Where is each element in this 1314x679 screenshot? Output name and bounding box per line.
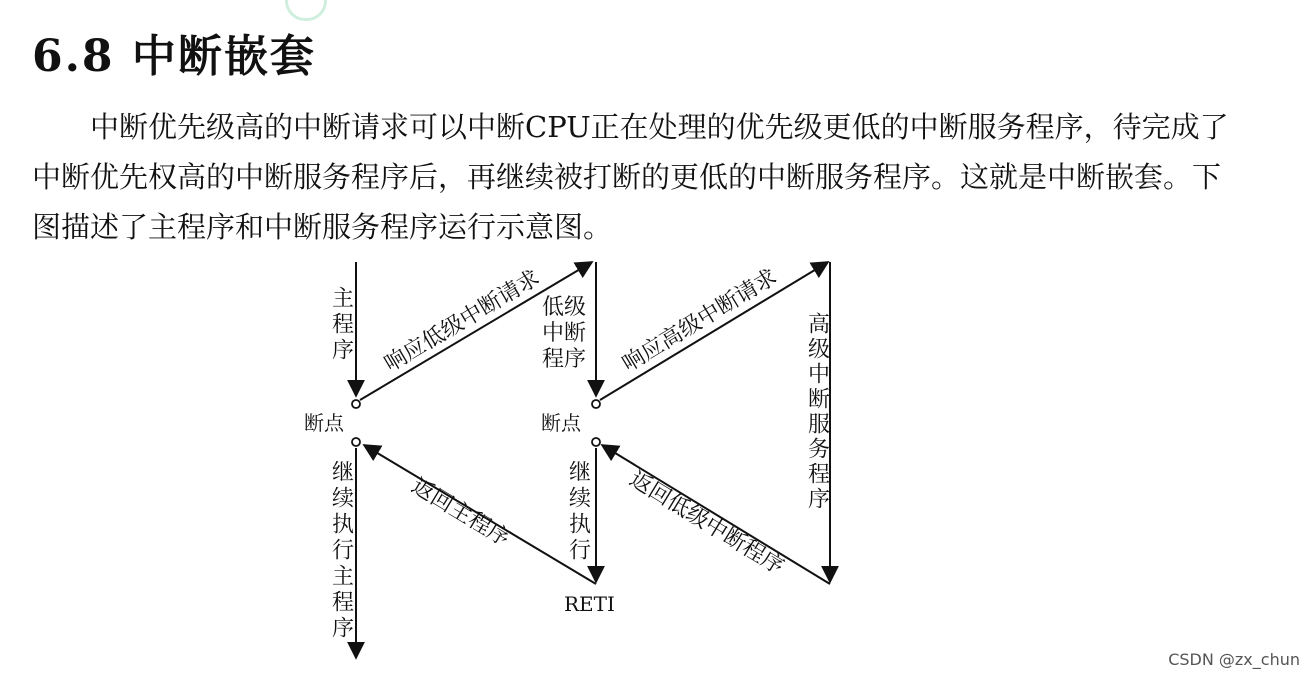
low-isr-chars-2: 中断 xyxy=(542,321,587,346)
respond-high-label: 响应高级中断请求 xyxy=(618,264,782,378)
main-program-label: 主程序 xyxy=(328,286,354,364)
section-heading: 6.8 中断嵌套 xyxy=(32,31,316,82)
continue-low-label: 继续执行 xyxy=(565,460,591,564)
breakpoint-2-out xyxy=(592,400,600,408)
respond-low-label: 响应低级中断请求 xyxy=(380,265,545,378)
breakpoint-label-2: 断点 xyxy=(541,411,581,435)
low-isr-label-text xyxy=(542,295,586,320)
low-isr-chars-1: 低级 xyxy=(542,295,587,320)
paragraph-line-1: 中断优先级高的中断请求可以中断CPU正在处理的优先级更低的中断服务程序，待完成了 xyxy=(90,110,1229,144)
low-isr-chars-3: 程序 xyxy=(542,347,587,372)
low-isr-label-text-3 xyxy=(542,347,586,372)
continue-main-label: 继续执行主程序 xyxy=(328,460,354,642)
paragraph-line-3: 图描述了主程序和中断服务程序运行示意图。 xyxy=(32,210,613,244)
reti-label: RETI xyxy=(564,592,615,616)
return-main-label: 返回主程序 xyxy=(406,473,515,552)
low-isr-label xyxy=(542,295,586,372)
breakpoint-1-out xyxy=(352,400,360,408)
high-isr-label: 高级中断服务程序 xyxy=(804,312,830,512)
paragraph-line-2: 中断优先权高的中断服务程序后，再继续被打断的更低的中断服务程序。这就是中断嵌套。下 xyxy=(32,160,1222,194)
breakpoint-1-in xyxy=(352,438,360,446)
breakpoint-2-in xyxy=(592,438,600,446)
breakpoint-label-1: 断点 xyxy=(304,411,344,435)
low-isr-label-text-2 xyxy=(542,321,586,346)
respond-high-arrow xyxy=(600,262,828,400)
return-low-label: 返回低级中断程序 xyxy=(624,466,789,580)
watermark-text: CSDN @zx_chun xyxy=(1168,650,1300,669)
